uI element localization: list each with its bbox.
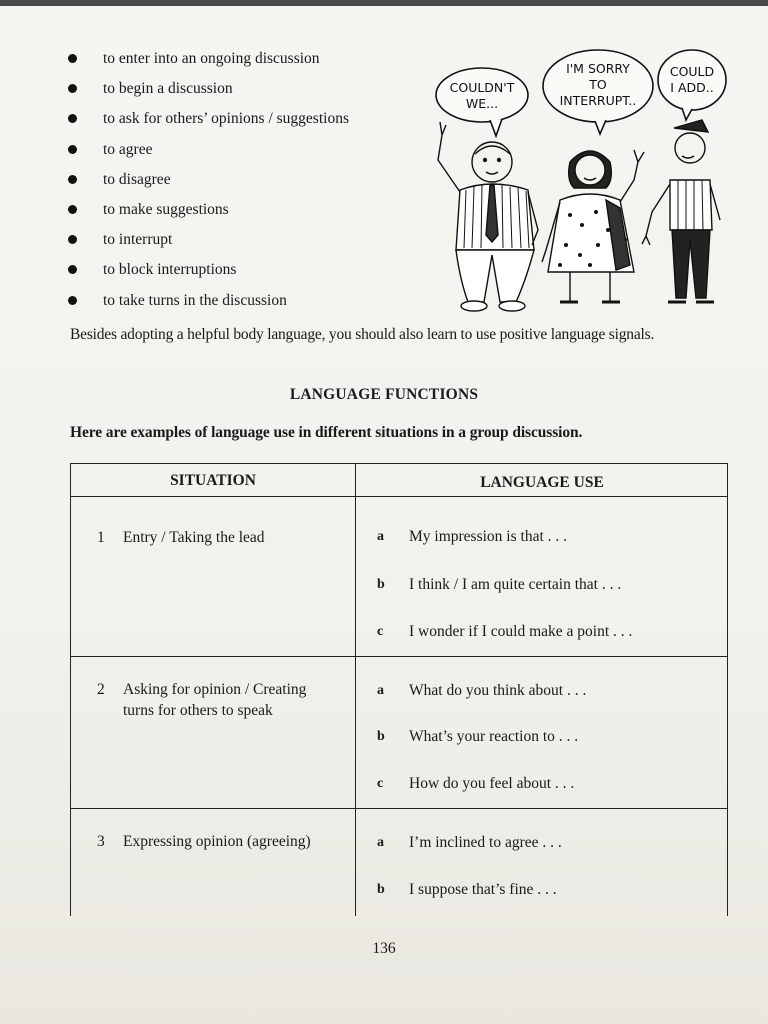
item-text: How do you feel about . . . <box>409 775 575 792</box>
bullet-dot-icon <box>68 114 77 123</box>
language-use-item <box>377 528 717 546</box>
header-situation: SITUATION <box>170 472 256 489</box>
bullet-item: to interrupt <box>68 225 428 255</box>
item-text: I think / I am quite certain that . . . <box>409 576 622 593</box>
language-functions-table <box>70 463 728 916</box>
language-use-item <box>377 682 717 700</box>
bullet-dot-icon <box>68 175 77 184</box>
speech-bubble-3 <box>658 50 726 120</box>
speech-bubble-1 <box>436 68 528 136</box>
language-use-item <box>377 728 717 746</box>
language-use-item <box>377 576 717 594</box>
bubble-1-line-1: COULDN'T <box>449 80 515 95</box>
table-row-situation <box>97 831 337 852</box>
table-row-divider <box>71 656 727 657</box>
bullet-dot-icon <box>68 296 77 305</box>
bullet-dot-icon <box>68 265 77 274</box>
bullet-item: to block interruptions <box>68 255 428 285</box>
bubble-2-line-3: INTERRUPT.. <box>559 93 637 108</box>
bullet-dot-icon <box>68 205 77 214</box>
bullet-item: to agree <box>68 135 428 165</box>
table-column-divider <box>355 464 356 916</box>
bullet-item: to take turns in the discussion <box>68 286 428 316</box>
intro-paragraph: Besides adopting a helpful body language, you should also learn to use positive language signals. <box>70 326 655 343</box>
table-row-situation <box>97 527 337 548</box>
bullet-dot-icon <box>68 84 77 93</box>
situation-text: Expressing opinion (agreeing) <box>123 833 311 850</box>
situation-text: Asking for opinion / Creating turns for others to speak <box>123 681 307 719</box>
item-text: What’s your reaction to . . . <box>409 728 579 745</box>
bubble-3-line-2: I ADD.. <box>670 80 714 95</box>
thin-man-figure <box>642 120 720 302</box>
discussion-cartoon <box>420 40 740 325</box>
speech-bubble-2 <box>543 50 653 134</box>
item-letter: a <box>377 529 384 544</box>
man-striped-shirt-figure <box>438 122 538 311</box>
language-use-item <box>377 775 717 793</box>
situation-number: 3 <box>97 833 105 850</box>
bullet-dot-icon <box>68 235 77 244</box>
item-text: I wonder if I could make a point . . . <box>409 623 633 640</box>
language-use-item <box>377 623 717 641</box>
bullet-item: to begin a discussion <box>68 74 428 104</box>
item-text: I suppose that’s fine . . . <box>409 881 557 898</box>
item-letter: c <box>377 624 384 639</box>
section-heading: LANGUAGE FUNCTIONS <box>289 386 479 403</box>
section-subheading: Here are examples of language use in different situations in a group discussion. <box>70 424 583 441</box>
bullet-item: to ask for others’ opinions / suggestions <box>68 104 428 134</box>
bubble-1-line-2: WE... <box>465 96 499 111</box>
item-letter: b <box>377 882 385 897</box>
item-letter: b <box>377 577 385 592</box>
bullet-item: to enter into an ongoing discussion <box>68 44 428 74</box>
bullet-list <box>68 44 428 316</box>
bullet-dot-icon <box>68 54 77 63</box>
bubble-2-line-1: I'M SORRY <box>566 61 630 76</box>
item-letter: a <box>377 835 384 850</box>
table-header-divider <box>71 496 727 497</box>
item-text: What do you think about . . . <box>409 682 587 699</box>
table-row-situation <box>97 679 337 721</box>
situation-text: Entry / Taking the lead <box>123 529 265 546</box>
page-number: 136 <box>372 940 396 957</box>
bubble-3-line-1: COULD <box>669 64 715 79</box>
top-edge <box>0 0 768 6</box>
woman-dotted-dress-figure <box>542 150 644 302</box>
bullet-item: to make suggestions <box>68 195 428 225</box>
bullet-item: to disagree <box>68 165 428 195</box>
item-text: I’m inclined to agree . . . <box>409 834 562 851</box>
item-letter: b <box>377 729 385 744</box>
header-language-use: LANGUAGE USE <box>480 474 604 491</box>
language-use-item <box>377 881 717 899</box>
situation-number: 1 <box>97 529 105 546</box>
bubble-2-line-2: TO <box>589 77 607 92</box>
table-row-divider <box>71 808 727 809</box>
item-letter: a <box>377 683 384 698</box>
language-use-item <box>377 834 717 852</box>
item-letter: c <box>377 776 384 791</box>
bullet-dot-icon <box>68 145 77 154</box>
situation-number: 2 <box>97 681 105 698</box>
item-text: My impression is that . . . <box>409 528 568 545</box>
